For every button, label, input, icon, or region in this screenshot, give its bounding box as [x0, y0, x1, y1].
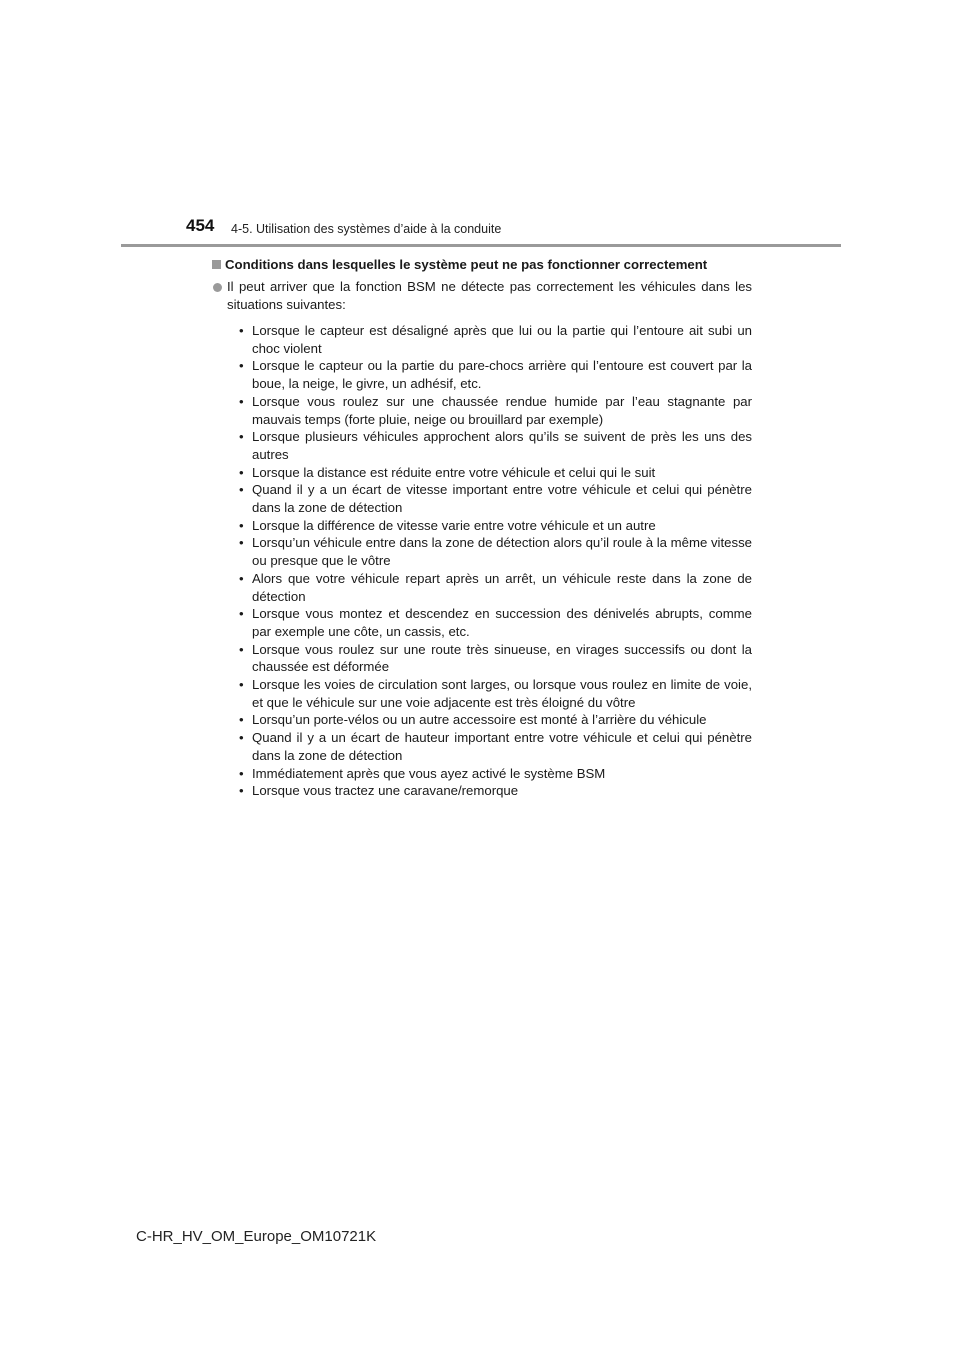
section-title: 4-5. Utilisation des systèmes d’aide à la conduite	[231, 222, 502, 236]
bullet-mark: •	[239, 517, 244, 533]
bullet-mark: •	[239, 606, 244, 622]
footer-document-code: C-HR_HV_OM_Europe_OM10721K	[136, 1228, 377, 1245]
list-item-text: Lorsque les voies de circulation sont larges, ou lorsque vous roulez en limite de voie, et que le véhicule sur une voie adjacente est très éloigné du vôtre	[252, 677, 752, 710]
list-item	[239, 322, 752, 357]
list-item-text: Lorsque vous tractez une caravane/remorque	[252, 783, 519, 799]
intro-paragraph	[212, 278, 752, 314]
bullet-mark: •	[239, 677, 244, 693]
list-item	[239, 711, 752, 729]
round-bullet-icon	[213, 283, 222, 292]
list-item-text: Quand il y a un écart de hauteur important entre votre véhicule et celui qui pénètre dans la zone de détection	[252, 730, 752, 763]
list-item-text: Lorsque plusieurs véhicules approchent alors qu’ils se suivent de près les uns des autres	[252, 429, 752, 462]
list-item	[239, 481, 752, 516]
list-item-text: Quand il y a un écart de vitesse important entre votre véhicule et celui qui pénètre dans la zone de détection	[252, 482, 752, 516]
bullet-mark: •	[239, 641, 244, 657]
bullet-mark: •	[239, 464, 244, 480]
bullet-mark: •	[239, 482, 244, 498]
list-item	[239, 605, 752, 640]
bullet-mark: •	[239, 393, 244, 409]
list-item	[239, 393, 752, 428]
bullet-mark: •	[239, 783, 244, 799]
list-item	[239, 641, 752, 676]
list-item	[239, 534, 752, 569]
list-item-text: Lorsque le capteur est désaligné après que lui ou la partie qui l’entoure ait subi un choc violent	[252, 323, 752, 356]
list-item	[239, 676, 752, 711]
list-item-text: Lorsque le capteur ou la partie du pare-chocs arrière qui l’entoure est couvert par la boue, la neige, le givre, un adhésif, etc.	[252, 358, 752, 392]
bullet-mark: •	[239, 429, 244, 445]
list-item	[239, 782, 752, 800]
list-item-text: Immédiatement après que vous ayez activé le système BSM	[252, 765, 606, 781]
list-item	[239, 357, 752, 392]
bullet-mark: •	[239, 765, 244, 781]
bullet-mark: •	[239, 535, 244, 551]
subheading-text: Conditions dans lesquelles le système peut ne pas fonctionner correctement	[225, 257, 708, 272]
list-item-text: Lorsque la distance est réduite entre votre véhicule et celui qui le suit	[252, 464, 656, 480]
list-item-text: Lorsque la différence de vitesse varie entre votre véhicule et un autre	[252, 517, 656, 533]
list-item-text: Alors que votre véhicule repart après un arrêt, un véhicule reste dans la zone de détection	[252, 570, 752, 604]
header-rule	[121, 244, 841, 247]
list-item-text: Lorsque vous montez et descendez en succession des dénivelés abrupts, comme par exemple une côte, un cassis, etc.	[252, 606, 752, 639]
list-item-text: Lorsqu’un porte-vélos ou un autre accessoire est monté à l’arrière du véhicule	[252, 712, 707, 728]
intro-text: Il peut arriver que la fonction BSM ne détecte pas correctement les véhicules dans les situations suivantes:	[227, 279, 752, 312]
list-item	[239, 464, 752, 482]
conditions-list	[212, 322, 752, 800]
list-item-text: Lorsque vous roulez sur une route très sinueuse, en virages successifs ou dont la chaussée est déformée	[252, 641, 752, 675]
list-item	[239, 570, 752, 605]
bullet-mark: •	[239, 712, 244, 728]
list-item	[239, 517, 752, 535]
subheading	[212, 256, 752, 273]
list-item-text: Lorsque vous roulez sur une chaussée rendue humide par l’eau stagnante par mauvais temps (forte pluie, neige ou brouillard par exemple)	[252, 393, 752, 427]
bullet-mark: •	[239, 570, 244, 586]
list-item-text: Lorsqu’un véhicule entre dans la zone de détection alors qu’il roule à la même vitesse ou presque que le vôtre	[252, 535, 752, 569]
square-bullet-icon	[212, 260, 221, 269]
list-item	[239, 428, 752, 463]
bullet-mark: •	[239, 730, 244, 746]
list-item	[239, 765, 752, 783]
page-number: 454	[186, 216, 215, 235]
bullet-mark: •	[239, 358, 244, 374]
list-item	[239, 729, 752, 764]
main-content	[212, 256, 752, 800]
bullet-mark: •	[239, 323, 244, 338]
